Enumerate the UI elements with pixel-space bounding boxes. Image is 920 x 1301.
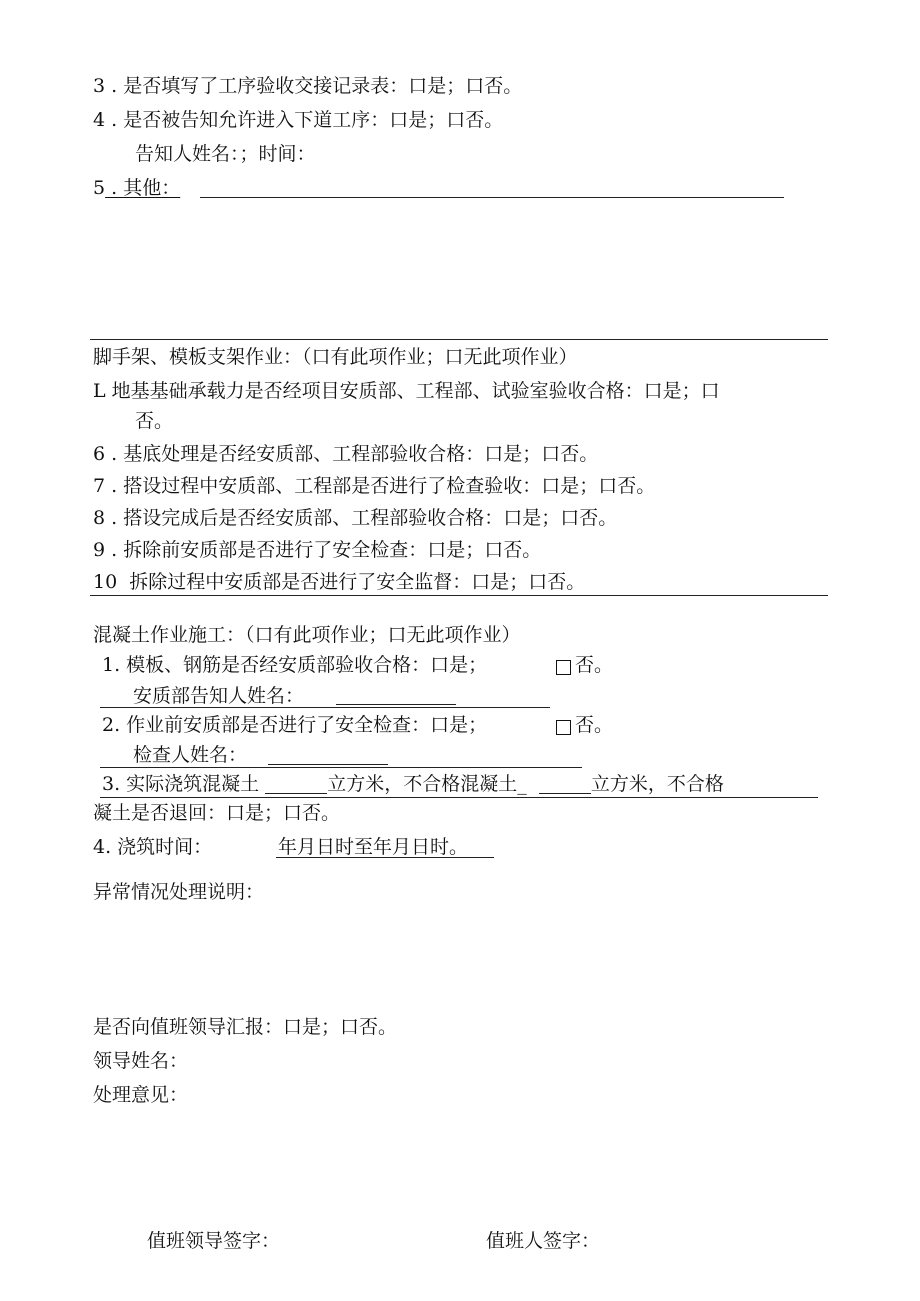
item-3-text: 3 . 是否填写了工序验收交接记录表：口是；口否。 (93, 75, 523, 97)
item-2-underline (100, 767, 582, 768)
pour-time-value: 年月日时至年月日时。 (278, 836, 469, 858)
abnormal-heading: 异常情况处理说明： (93, 881, 265, 903)
concrete-item-1-no (556, 653, 613, 677)
reject-volume-blank[interactable] (539, 775, 591, 794)
handling-opinion: 处理意见： (93, 1084, 189, 1106)
item-4-text: 4 . 是否被告知允许进入下道工序：口是；口否。 (93, 109, 504, 131)
item-3-underline (100, 797, 818, 798)
item-7-text: 7 . 搭设过程中安质部、工程部是否进行了检查验收：口是；口否。 (93, 475, 656, 497)
staff-signature: 值班人签字： (486, 1230, 601, 1252)
concrete-item-3 (102, 772, 724, 796)
item-6-text: 6 . 基底处理是否经安质部、工程部验收合格：口是；口否。 (93, 443, 599, 465)
item-L-text: L 地基基础承载力是否经项目安质部、工程部、试验室验收合格：口是；口 (93, 380, 720, 402)
item-L-continuation: 否。 (135, 410, 174, 432)
section-divider (90, 339, 828, 340)
item-5-other (93, 176, 180, 200)
item-3-part-a: 3. 实际浇筑混凝土 (102, 773, 260, 795)
checkbox-icon[interactable] (556, 660, 571, 675)
item-1-name-blank (336, 704, 456, 705)
notifier-line: 告知人姓名：；时间： (135, 143, 316, 165)
item-2-name-blank (268, 764, 388, 765)
item-5-number: 5 (93, 177, 106, 199)
no-label: 否。 (575, 714, 614, 736)
item-3-part-b: 立方米，不合格混凝土_ (327, 773, 527, 795)
report-line: 是否向值班领导汇报：口是；口否。 (93, 1016, 398, 1038)
item-3-part-c: 立方米，不合格 (590, 773, 724, 795)
concrete-item-2-no (556, 713, 613, 737)
section-divider (90, 595, 828, 596)
checkbox-icon[interactable] (556, 720, 571, 735)
pour-time-underline (276, 857, 494, 858)
leader-name: 领导姓名： (93, 1050, 189, 1072)
item-8-text: 8 . 搭设完成后是否经安质部、工程部验收合格：口是；口否。 (93, 507, 618, 529)
concrete-item-1: 1. 模板、钢筋是否经安质部验收合格：口是； (102, 654, 488, 676)
concrete-item-2-person: 检查人姓名： (133, 744, 248, 766)
other-fill-line (200, 197, 784, 198)
leader-signature: 值班领导签字： (147, 1230, 281, 1252)
scaffold-section-title: 脚手架、模板支架作业：（口有此项作业；口无此项作业） (93, 346, 578, 368)
concrete-item-1-person: 安质部告知人姓名： (133, 685, 305, 707)
concrete-section-title: 混凝土作业施工：（口有此项作业；口无此项作业） (93, 624, 521, 646)
item-1-underline (100, 707, 550, 708)
item-5-label: . 其他： (105, 177, 181, 199)
item-10-text: 10 拆除过程中安质部是否进行了安全监督：口是；口否。 (93, 571, 586, 593)
concrete-item-2: 2. 作业前安质部是否进行了安全检查：口是； (102, 714, 488, 736)
volume-blank[interactable] (265, 775, 327, 794)
pour-time-label: 4. 浇筑时间： (93, 836, 213, 858)
no-label: 否。 (575, 654, 614, 676)
concrete-item-3-continuation: 凝土是否退回：口是；口否。 (93, 802, 341, 824)
item-9-text: 9 . 拆除前安质部是否进行了安全检查：口是；口否。 (93, 539, 542, 561)
